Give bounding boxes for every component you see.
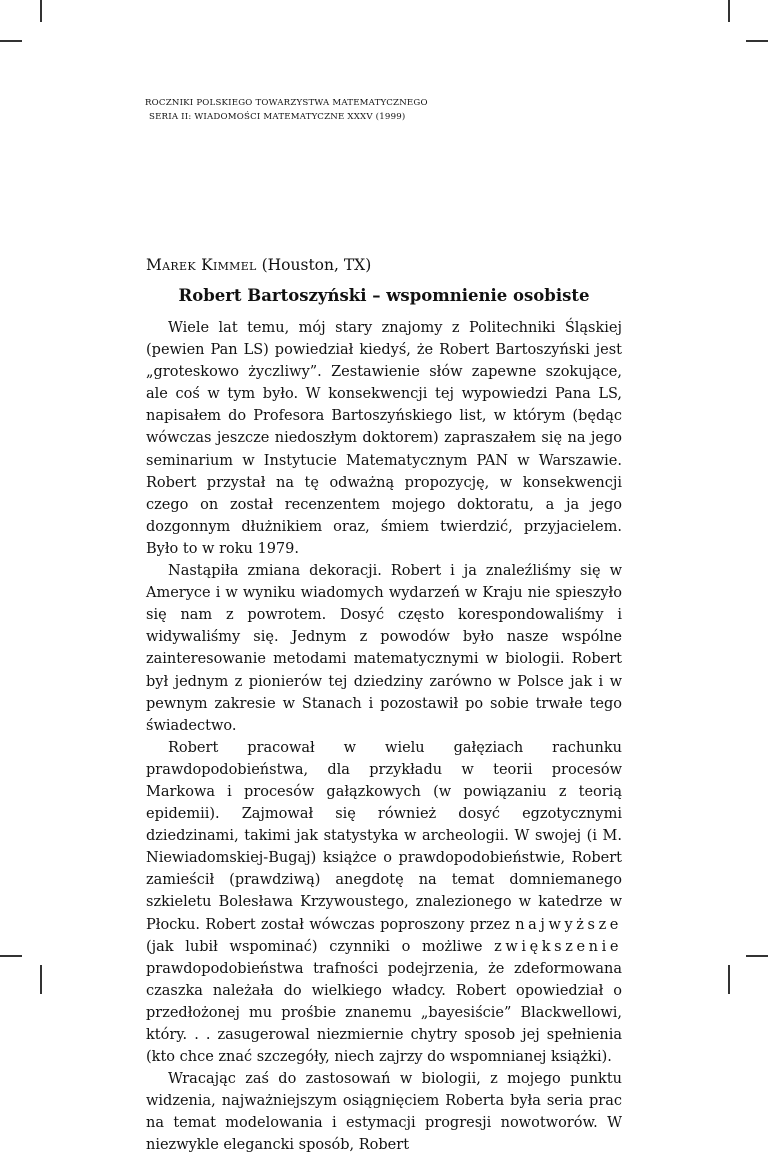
- crop-mark-bottom-left-vertical: [40, 965, 42, 994]
- paragraph-3: [146, 737, 622, 1068]
- paragraph-3-part-2: (jak lubił wspominać) czynniki o możliwe: [146, 938, 495, 955]
- journal-series: SERIA II: WIADOMOŚCI MATEMATYCZNE XXXV (1999): [149, 112, 406, 122]
- article-body: [146, 317, 622, 1157]
- author-line: [146, 256, 371, 274]
- crop-mark-bottom-left-horizontal: [0, 955, 22, 957]
- article-title: Robert Bartoszyński – wspomnienie osobiste: [178, 286, 590, 305]
- author-name: Marek Kimmel: [146, 256, 257, 274]
- emphasis-zwiekszenie: zwiększenie: [494, 938, 622, 955]
- paragraph-3-part-1: Robert pracował w wielu gałęziach rachunku prawdopodobieństwa, dla przykładu w teorii procesów Markowa i procesów gałązkowych (w powiązaniu z teorią epidemii). Zajmował się również dosyć egzotycznymi dziedzinami, takimi jak statystyka w archeologii. W swojej (i M. Niewiadomskiej-Bugaj) książce o prawdopodobieństwie, Robert zamieścił (prawdziwą) anegdotę na temat domniemanego szkieletu Bolesława Krzywoustego, znalezionego w katedrze w Płocku. Robert został wówczas poproszony przez: [146, 739, 622, 933]
- author-affiliation: (Houston, TX): [261, 256, 372, 274]
- emphasis-najwyzsze: najwyższe: [515, 916, 622, 933]
- journal-header: [145, 96, 565, 124]
- crop-mark-top-left-vertical: [40, 0, 42, 22]
- paragraph-2: Nastąpiła zmiana dekoracji. Robert i ja znaleźliśmy się w Ameryce i w wyniku wiadomych wydarzeń w Kraju nie spieszyło się nam z powrotem. Dosyć często korespondowaliśmy i widywaliśmy się. Jednym z powodów było nasze wspólne zainteresowanie metodami matematycznymi w biologii. Robert był jednym z pionierów tej dziedziny zarówno w Polsce jak i w pewnym zakresie w Stanach i pozostawił po sobie trwałe tego świadectwo.: [146, 563, 622, 734]
- crop-mark-bottom-right-horizontal: [746, 955, 768, 957]
- paragraph-1: Wiele lat temu, mój stary znajomy z Politechniki Śląskiej (pewien Pan LS) powiedział kiedyś, że Robert Bartoszyński jest „groteskowo życzliwy”. Zestawienie słów zapewne szokujące, ale coś w tym było. W konsekwencji tej wypowiedzi Pana LS, napisałem do Profesora Bartoszyńskiego list, w którym (będąc wówczas jeszcze niedoszłym doktorem) zapraszałem się na jego seminarium w Instytucie Matematycznym PAN w Warszawie. Robert przystał na tę odważną propozycję, w konsekwencji czego on został recenzentem mojego doktoratu, a ja jego dozgonnym dłużnikiem oraz, śmiem twierdzić, przyjacielem. Było to w roku 1979.: [146, 320, 622, 557]
- paragraph-3-part-3: prawdopodobieństwa trafności podejrzenia, że zdeformowana czaszka należała do wielkiego władcy. Robert opowiedział o przedłożonej mu prośbie znanemu „bayesiście” Blackwellowi, który. . . zasugerowal niezmiernie chytry sposob jej spełnienia (kto chce znać szczegóły, niech zajrzy do wspomnianej książki).: [146, 960, 622, 1066]
- crop-mark-bottom-right-vertical: [728, 965, 730, 994]
- journal-name: ROCZNIKI POLSKIEGO TOWARZYSTWA MATEMATYCZNEGO: [145, 98, 428, 108]
- crop-mark-top-left-horizontal: [0, 40, 22, 42]
- paragraph-4: Wracając zaś do zastosowań w biologii, z mojego punktu widzenia, najważniejszym osiągnięciem Roberta była seria prac na temat modelowania i estymacji progresji nowotworów. W niezwykle elegancki sposób, Robert: [146, 1071, 622, 1154]
- crop-mark-top-right-vertical: [728, 0, 730, 22]
- crop-mark-top-right-horizontal: [746, 40, 768, 42]
